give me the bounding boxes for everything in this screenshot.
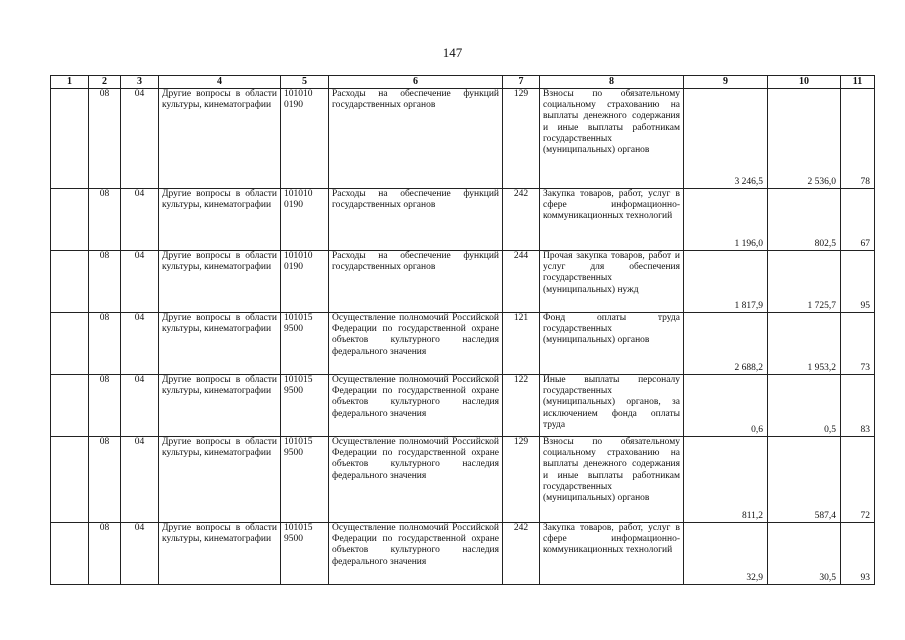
column-header: 1 — [51, 76, 89, 89]
cell-target-code: 101010 0190 — [281, 189, 329, 251]
cell-plan-amount: 2 688,2 — [684, 313, 768, 375]
cell-subsection-name: Другие вопросы в области культуры, кинематографии — [159, 313, 281, 375]
cell-plan-amount: 811,2 — [684, 437, 768, 523]
cell-subsection-name: Другие вопросы в области культуры, кинематографии — [159, 523, 281, 585]
table-row — [51, 437, 875, 523]
cell-blank — [51, 523, 89, 585]
cell-subsection: 04 — [121, 89, 159, 189]
cell-percent: 93 — [841, 523, 875, 585]
table-row — [51, 251, 875, 313]
cell-target-name: Осуществление полномочий Российской Федерации по государственной охране объектов культурного наследия федерального значения — [329, 437, 503, 523]
cell-target-code: 101015 9500 — [281, 313, 329, 375]
cell-actual-amount: 1 953,2 — [768, 313, 841, 375]
cell-section: 08 — [89, 251, 121, 313]
column-header: 10 — [768, 76, 841, 89]
table-row — [51, 189, 875, 251]
cell-blank — [51, 375, 89, 437]
cell-plan-amount: 3 246,5 — [684, 89, 768, 189]
column-header: 2 — [89, 76, 121, 89]
cell-expense-code: 121 — [503, 313, 540, 375]
cell-percent: 67 — [841, 189, 875, 251]
cell-percent: 78 — [841, 89, 875, 189]
cell-plan-amount: 1 817,9 — [684, 251, 768, 313]
column-header: 8 — [540, 76, 684, 89]
cell-expense-code: 129 — [503, 437, 540, 523]
column-header: 3 — [121, 76, 159, 89]
cell-expense-code: 122 — [503, 375, 540, 437]
cell-expense-code: 129 — [503, 89, 540, 189]
cell-expense-name: Прочая закупка товаров, работ и услуг для обеспечения государственных (муниципальных) нужд — [540, 251, 684, 313]
page-number: 147 — [442, 45, 463, 60]
cell-percent: 73 — [841, 313, 875, 375]
column-header: 9 — [684, 76, 768, 89]
cell-expense-code: 242 — [503, 189, 540, 251]
cell-target-name: Осуществление полномочий Российской Федерации по государственной охране объектов культурного наследия федерального значения — [329, 313, 503, 375]
cell-subsection-name: Другие вопросы в области культуры, кинематографии — [159, 375, 281, 437]
cell-blank — [51, 189, 89, 251]
cell-expense-name: Закупка товаров, работ, услуг в сфере информационно-коммуникационных технологий — [540, 523, 684, 585]
cell-target-name: Расходы на обеспечение функций государственных органов — [329, 189, 503, 251]
column-header: 6 — [329, 76, 503, 89]
cell-expense-code: 244 — [503, 251, 540, 313]
cell-subsection-name: Другие вопросы в области культуры, кинематографии — [159, 437, 281, 523]
cell-target-code: 101010 0190 — [281, 251, 329, 313]
cell-subsection: 04 — [121, 251, 159, 313]
cell-plan-amount: 1 196,0 — [684, 189, 768, 251]
cell-actual-amount: 0,5 — [768, 375, 841, 437]
cell-percent: 72 — [841, 437, 875, 523]
cell-subsection-name: Другие вопросы в области культуры, кинематографии — [159, 89, 281, 189]
cell-expense-name: Фонд оплаты труда государственных (муниципальных) органов — [540, 313, 684, 375]
cell-target-code: 101015 9500 — [281, 375, 329, 437]
table-row — [51, 523, 875, 585]
cell-expense-name: Иные выплаты персоналу государственных (муниципальных) органов, за исключением фонда оплаты труда — [540, 375, 684, 437]
cell-subsection-name: Другие вопросы в области культуры, кинематографии — [159, 251, 281, 313]
cell-target-code: 101015 9500 — [281, 437, 329, 523]
table-row — [51, 89, 875, 189]
cell-actual-amount: 587,4 — [768, 437, 841, 523]
cell-plan-amount: 32,9 — [684, 523, 768, 585]
cell-blank — [51, 89, 89, 189]
cell-actual-amount: 2 536,0 — [768, 89, 841, 189]
cell-subsection: 04 — [121, 437, 159, 523]
cell-target-name: Осуществление полномочий Российской Федерации по государственной охране объектов культурного наследия федерального значения — [329, 375, 503, 437]
cell-section: 08 — [89, 189, 121, 251]
column-header: 7 — [503, 76, 540, 89]
table-row — [51, 313, 875, 375]
cell-percent: 95 — [841, 251, 875, 313]
cell-actual-amount: 30,5 — [768, 523, 841, 585]
cell-section: 08 — [89, 89, 121, 189]
cell-plan-amount: 0,6 — [684, 375, 768, 437]
cell-target-name: Осуществление полномочий Российской Федерации по государственной охране объектов культурного наследия федерального значения — [329, 523, 503, 585]
table-row — [51, 375, 875, 437]
cell-target-name: Расходы на обеспечение функций государственных органов — [329, 89, 503, 189]
cell-subsection: 04 — [121, 523, 159, 585]
cell-target-code: 101010 0190 — [281, 89, 329, 189]
cell-target-code: 101015 9500 — [281, 523, 329, 585]
column-header: 5 — [281, 76, 329, 89]
cell-target-name: Расходы на обеспечение функций государственных органов — [329, 251, 503, 313]
cell-subsection-name: Другие вопросы в области культуры, кинематографии — [159, 189, 281, 251]
cell-expense-name: Взносы по обязательному социальному страхованию на выплаты денежного содержания и иные выплаты работникам государственных (муниципальных) органов — [540, 437, 684, 523]
budget-table — [50, 75, 875, 585]
cell-expense-name: Взносы по обязательному социальному страхованию на выплаты денежного содержания и иные выплаты работникам государственных (муниципальных) органов — [540, 89, 684, 189]
cell-blank — [51, 251, 89, 313]
cell-subsection: 04 — [121, 313, 159, 375]
cell-section: 08 — [89, 375, 121, 437]
cell-actual-amount: 802,5 — [768, 189, 841, 251]
cell-expense-code: 242 — [503, 523, 540, 585]
cell-actual-amount: 1 725,7 — [768, 251, 841, 313]
cell-blank — [51, 437, 89, 523]
cell-expense-name: Закупка товаров, работ, услуг в сфере информационно-коммуникационных технологий — [540, 189, 684, 251]
header-row — [51, 76, 875, 89]
cell-section: 08 — [89, 313, 121, 375]
cell-subsection: 04 — [121, 375, 159, 437]
cell-section: 08 — [89, 437, 121, 523]
cell-percent: 83 — [841, 375, 875, 437]
column-header: 11 — [841, 76, 875, 89]
cell-subsection: 04 — [121, 189, 159, 251]
cell-section: 08 — [89, 523, 121, 585]
column-header: 4 — [159, 76, 281, 89]
cell-blank — [51, 313, 89, 375]
